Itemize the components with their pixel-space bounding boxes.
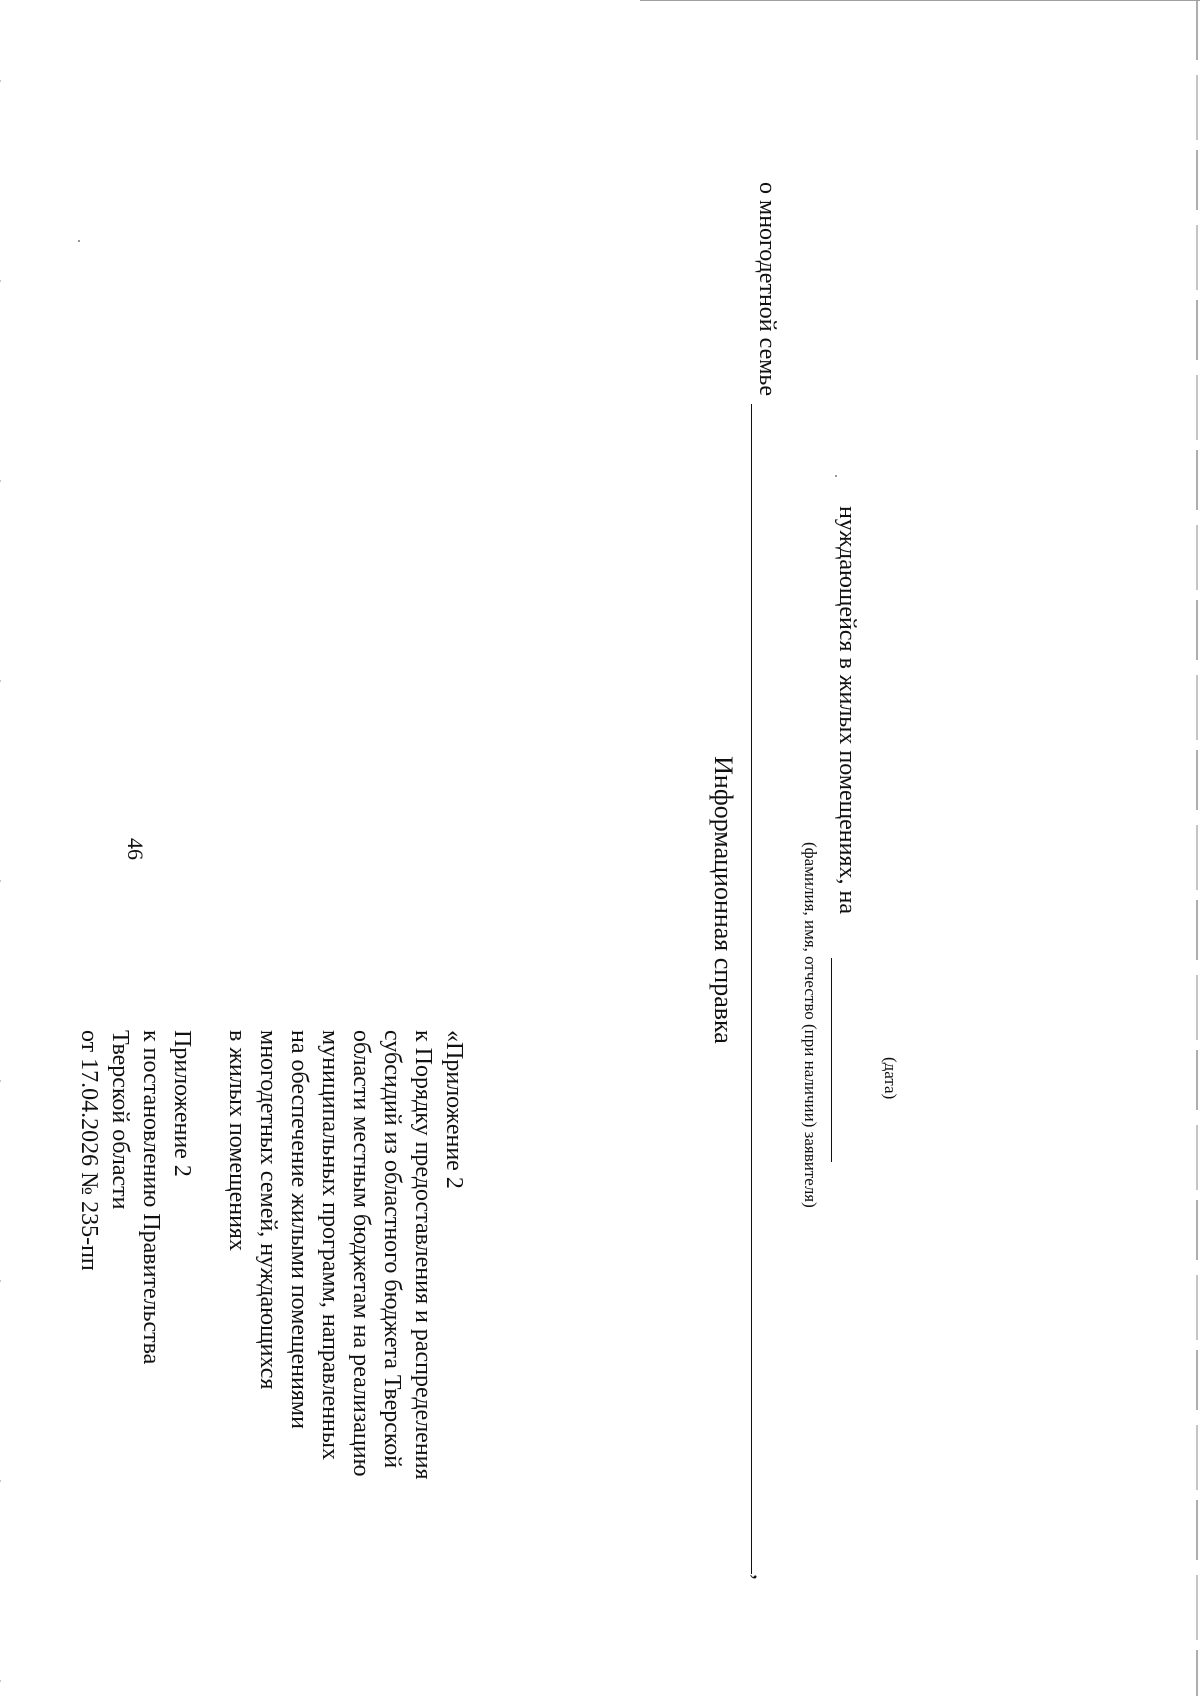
page-number: 46: [123, 838, 148, 860]
family-label: о многодетной семье: [754, 182, 780, 397]
appendix-main-line: Приложение 2: [169, 1030, 195, 1177]
appendix-main-line: к постановлению Правительства: [138, 1030, 164, 1365]
appendix-order-line: в жилых помещениях: [224, 1030, 250, 1251]
appendix-order-line: многодетных семей, нуждающихся: [255, 1030, 281, 1390]
appendix-order-line: области местным бюджетам на реализацию: [348, 1030, 374, 1477]
appendix-main-line: Тверской области: [107, 1030, 133, 1210]
appendix-order-block: [221, 1030, 469, 1670]
appendix-order-line: субсидий из областного бюджета Тверской: [379, 1030, 405, 1469]
appendix-main-block: [73, 1030, 197, 1650]
form-title: Информационная справка: [709, 756, 738, 1044]
family-row: [740, 182, 780, 1580]
date-field[interactable]: [831, 958, 832, 1162]
appendix-order-line: на обеспечение жилыми помещениями: [286, 1030, 312, 1429]
applicant-name-field[interactable]: [751, 404, 752, 1574]
fio-hint: (фамилия, имя, отчество (при наличии) заявителя): [801, 842, 820, 1208]
appendix-main-line: от 17.04.2026 № 235-пп: [76, 1030, 102, 1271]
appendix-order-line: муниципальных программ, направленных: [317, 1030, 343, 1461]
need-label: нуждающейся в жилых помещениях, на: [834, 506, 860, 915]
family-trailing-comma: ,: [748, 1574, 774, 1580]
date-hint: (дата): [881, 1057, 900, 1100]
appendix-order-line: к Порядку предоставления и распределения: [410, 1030, 436, 1480]
appendix-order-line: «Приложение 2: [441, 1030, 467, 1189]
